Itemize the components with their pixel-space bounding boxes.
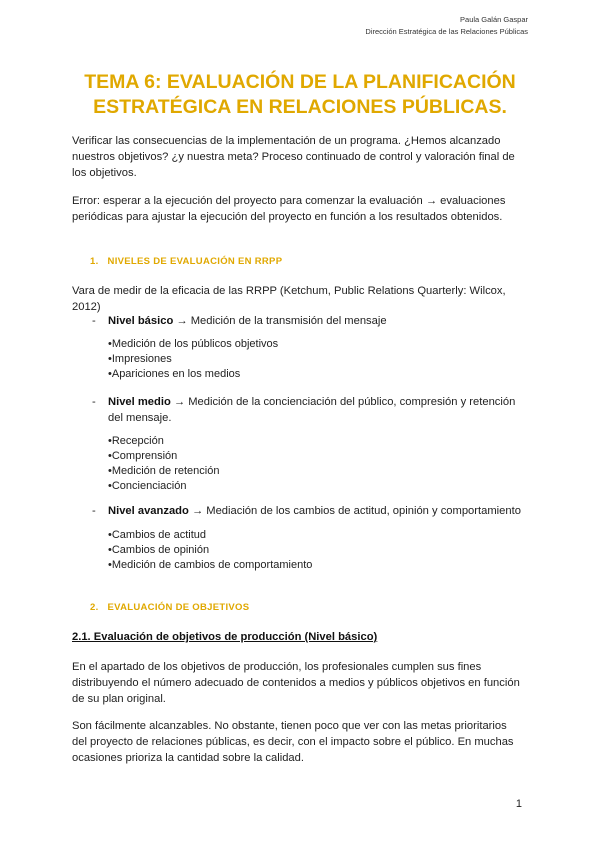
level-name: Nivel básico xyxy=(108,315,174,327)
level-name: Nivel avanzado xyxy=(108,505,189,517)
header-subject: Dirección Estratégica de las Relaciones Públicas xyxy=(365,27,528,36)
section-2-heading xyxy=(90,602,249,613)
level-description: → Medición de la concienciación del público, compresión y retención del mensaje. xyxy=(108,396,516,424)
level-description: → Medición de la transmisión del mensaje xyxy=(176,315,387,327)
section-1-number: 1. xyxy=(90,256,99,267)
level-name: Nivel medio xyxy=(108,396,171,408)
title-line-1: TEMA 6: EVALUACIÓN DE LA PLANIFICACIÓN xyxy=(84,71,516,93)
section-1-title: NIVELES DE EVALUACIÓN EN RRPP xyxy=(107,256,283,267)
section-2-title: EVALUACIÓN DE OBJETIVOS xyxy=(107,602,250,613)
intro-paragraph-1: Verificar las consecuencias de la implementación de un programa. ¿Hemos alcanzado nuestros objetivos? ¿y nuestra meta? Proceso continuado de control y valoración final de los objetivos. xyxy=(72,135,515,179)
title-line-2: ESTRATÉGICA EN RELACIONES PÚBLICAS. xyxy=(93,96,507,118)
list-item: •Cambios de actitud xyxy=(108,529,207,541)
list-dash: - xyxy=(92,505,96,517)
header-author: Paula Galán Gaspar xyxy=(460,15,528,24)
list-item: •Medición de retención xyxy=(108,465,220,477)
document-title xyxy=(60,70,540,120)
subsection-2-1-heading: 2.1. Evaluación de objetivos de producción (Nivel básico) xyxy=(72,631,378,643)
section-1-heading xyxy=(90,256,282,267)
list-item: •Medición de los públicos objetivos xyxy=(108,338,279,350)
list-item: •Impresiones xyxy=(108,353,172,365)
list-item: •Cambios de opinión xyxy=(108,544,210,556)
page-number: 1 xyxy=(515,798,522,810)
level-description: → Mediación de los cambios de actitud, opinión y comportamiento xyxy=(191,505,521,517)
section-2-number: 2. xyxy=(90,602,99,613)
section-1-intro: Vara de medir de la eficacia de las RRPP (Ketchum, Public Relations Quarterly: Wilcox, 2012) xyxy=(72,285,506,313)
subsection-2-1-paragraph-2: Son fácilmente alcanzables. No obstante, tienen poco que ver con las metas prioritarios del proyecto de relaciones públicas, es decir, con el impacto sobre el público. En muchas ocasiones prioriza la cantidad sobre la calidad. xyxy=(72,720,514,764)
list-dash: - xyxy=(92,396,96,408)
level-basic xyxy=(92,314,522,330)
level-advanced-items xyxy=(108,528,312,573)
level-medium xyxy=(92,395,522,427)
list-item: •Comprensión xyxy=(108,450,178,462)
list-item: •Concienciación xyxy=(108,480,187,492)
list-dash: - xyxy=(92,315,96,327)
level-medium-items xyxy=(108,434,219,494)
intro-paragraph-2: Error: esperar a la ejecución del proyecto para comenzar la evaluación → evaluaciones periódicas para ajustar la ejecución del proyecto en función a los resultados obtenidos. xyxy=(72,195,506,223)
subsection-2-1-paragraph-1: En el apartado de los objetivos de producción, los profesionales cumplen sus fines distribuyendo el número adecuado de contenidos a medios y públicos objetivos en función de su plan original. xyxy=(72,661,520,705)
level-basic-items xyxy=(108,337,278,382)
level-advanced xyxy=(92,504,522,520)
list-item: •Medición de cambios de comportamiento xyxy=(108,559,313,571)
page-header xyxy=(365,14,528,38)
list-item: •Recepción xyxy=(108,435,164,447)
list-item: •Apariciones en los medios xyxy=(108,368,241,380)
